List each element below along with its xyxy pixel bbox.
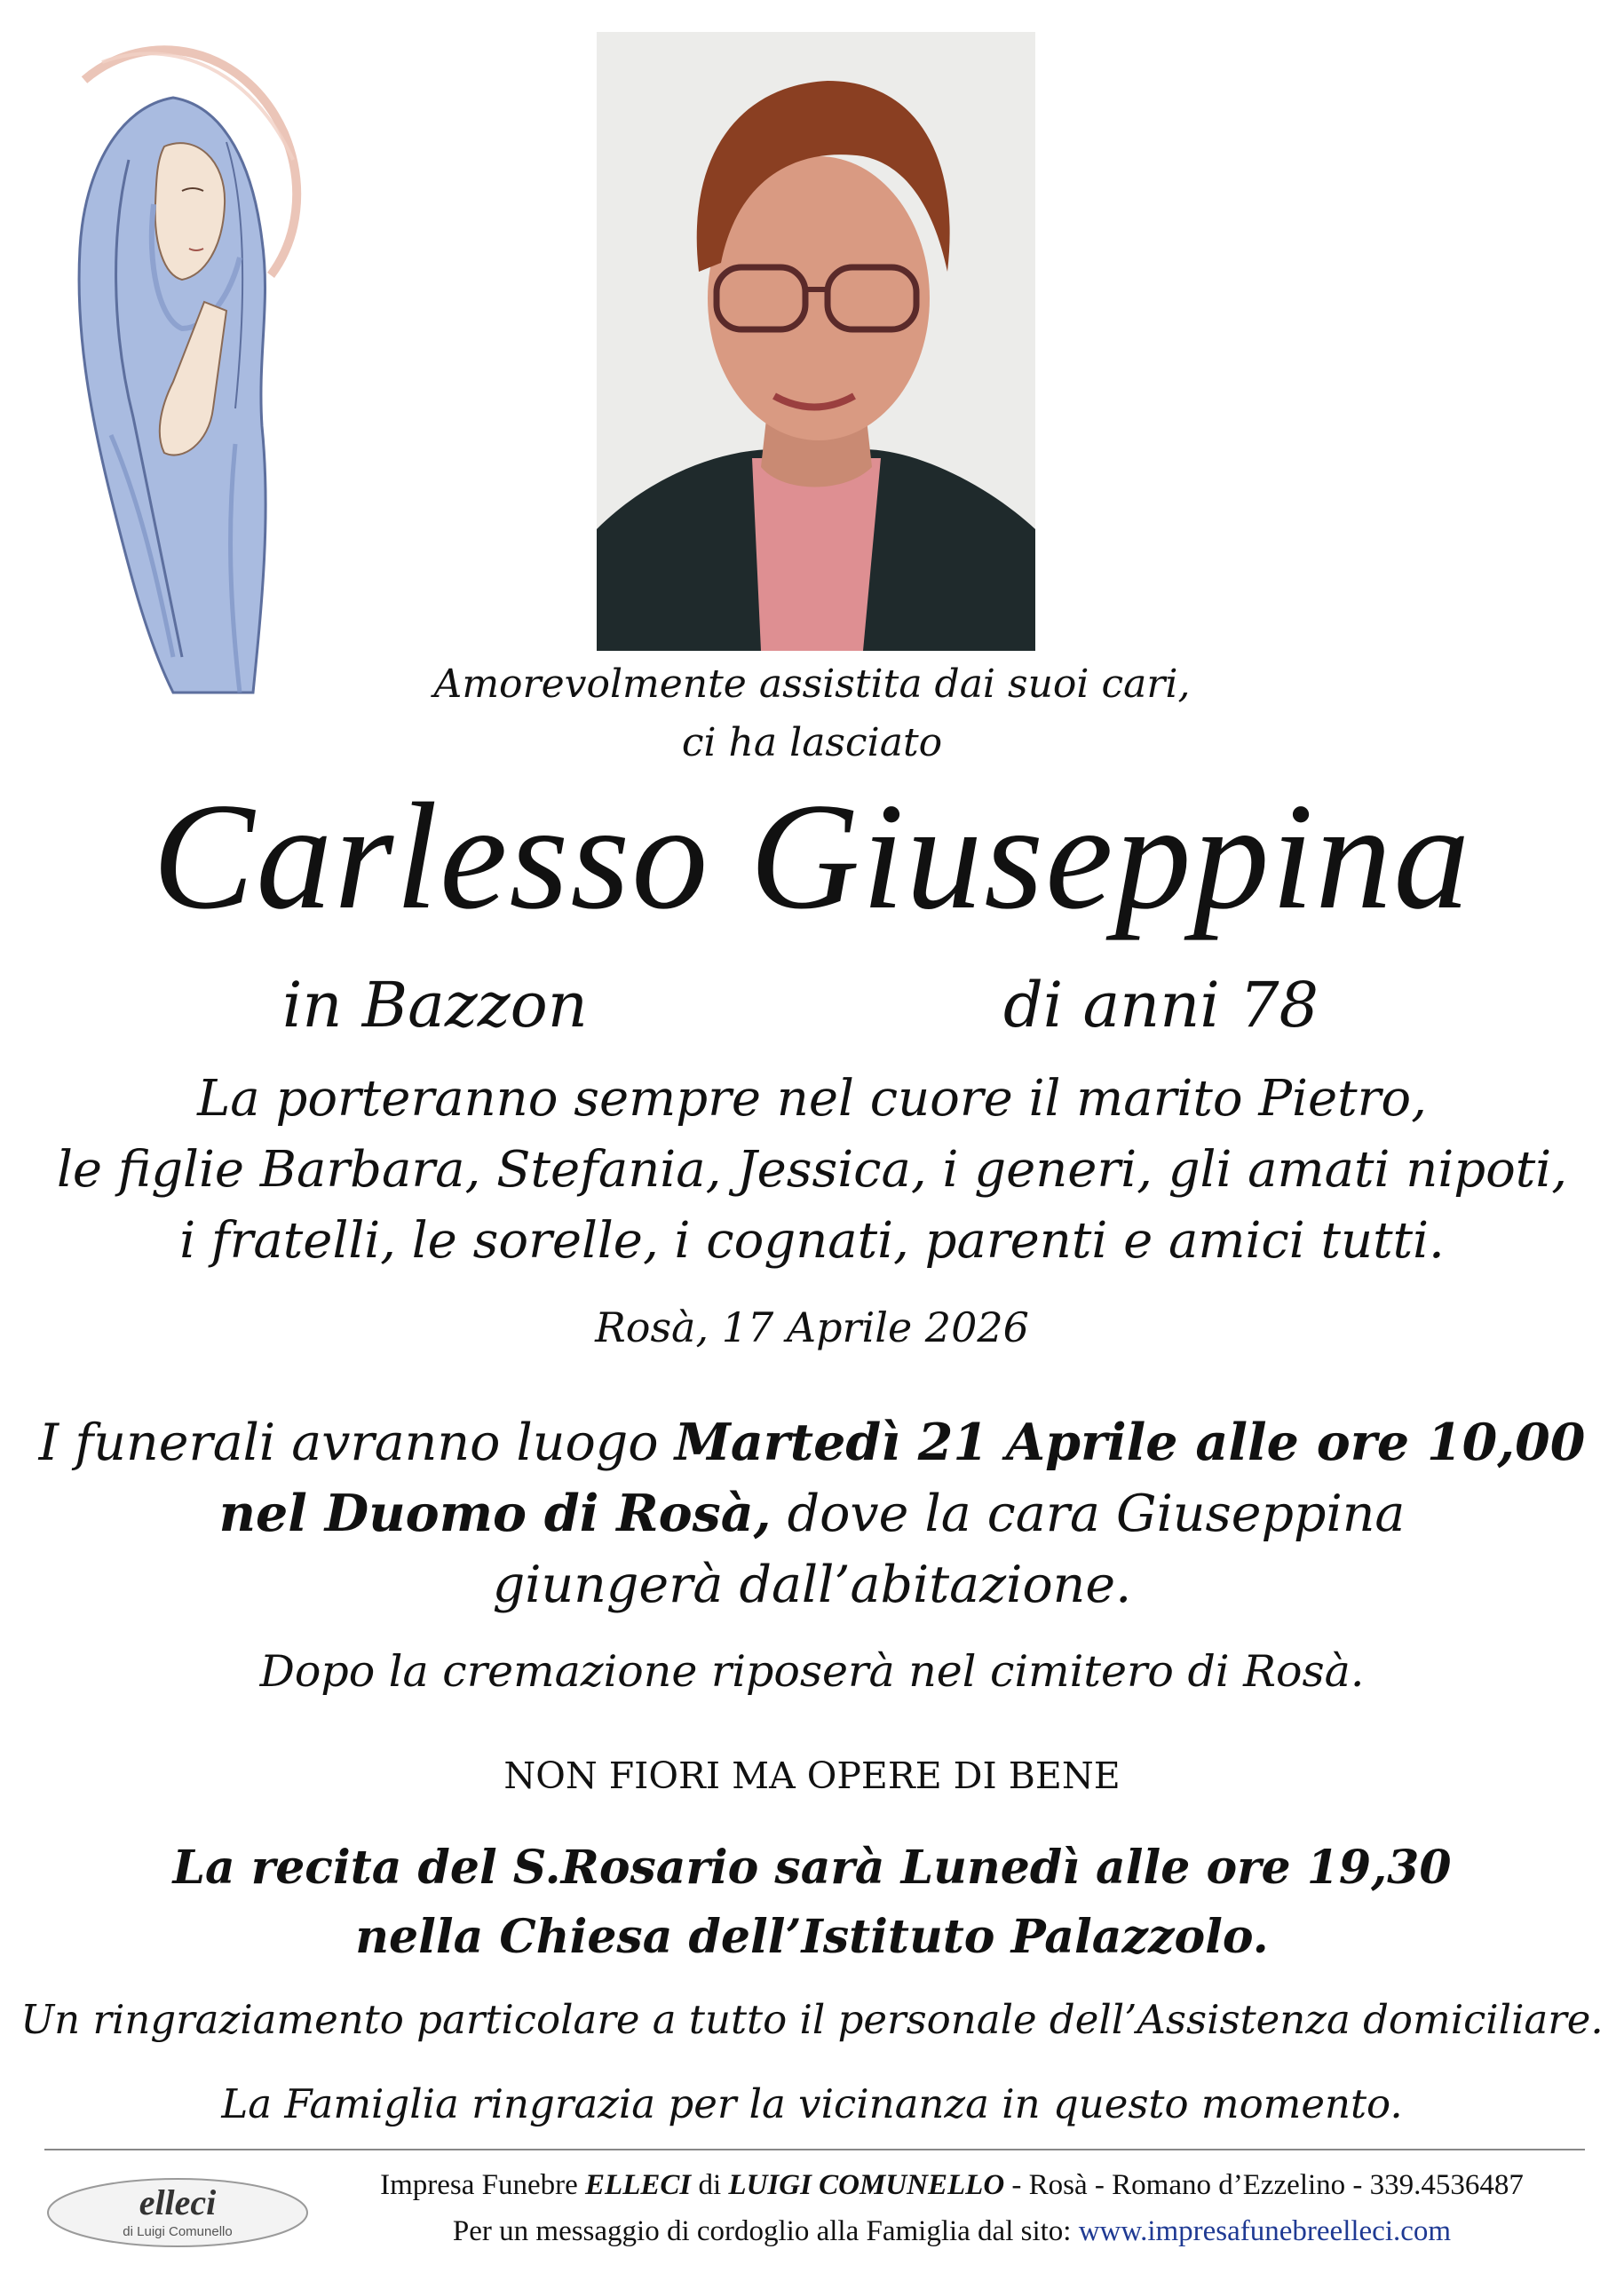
funeral-datetime: Martedì 21 Aprile alle ore 10,00 — [674, 1413, 1586, 1472]
funeral-intro: I funerali avranno luogo — [38, 1414, 675, 1472]
place-date: Rosà, 17 Aprile 2026 — [595, 1303, 1029, 1351]
rosary-line-2: nella Chiesa dell’Istituto Palazzolo. — [355, 1910, 1269, 1964]
footer-company: ELLECI — [585, 2169, 692, 2201]
mourners-line: i fratelli, le sorelle, i cognati, parenti e amici tutti. — [179, 1212, 1445, 1270]
funeral-line-2 — [0, 1478, 1624, 1549]
no-flowers-note: NON FIORI MA OPERE DI BENE — [503, 1754, 1121, 1797]
footer-company-line — [313, 2163, 1591, 2207]
rosary-line-1: La recita del S.Rosario sarà Lunedì alle ore 19,30 — [172, 1841, 1452, 1895]
footer-message-prefix: Per un messaggio di cordoglio alla Famiglia dal sito: — [452, 2215, 1079, 2247]
cremation-note: Dopo la cremazione riposerà nel cimitero di Rosà. — [259, 1646, 1365, 1697]
deceased-name: Carlesso Giuseppina — [152, 772, 1472, 941]
footer-owner: LUIGI COMUNELLO — [728, 2169, 1005, 2201]
portrait-illustration — [597, 32, 1035, 651]
funeral-location: nel Duomo di Rosà, — [218, 1484, 772, 1543]
mourners-text — [0, 1064, 1624, 1277]
madonna-illustration — [49, 36, 315, 710]
portrait-photo — [597, 32, 1035, 651]
footer-di: di — [691, 2169, 729, 2201]
footer-website-line — [313, 2209, 1591, 2253]
thanks-line-1: Un ringraziamento particolare a tutto il personale dell’Assistenza domiciliare. — [20, 1996, 1604, 2043]
logo-subtitle: di Luigi Comunello — [123, 2224, 233, 2239]
age-text: di anni 78 — [1003, 969, 1319, 1041]
footer-divider — [44, 2149, 1585, 2150]
funeral-line-1 — [0, 1407, 1624, 1478]
funeral-info — [0, 1407, 1624, 1620]
rosary-info — [0, 1833, 1624, 1972]
elleci-logo — [44, 2175, 311, 2251]
assisted-line-2: ci ha lasciato — [681, 720, 943, 765]
funeral-line-2-rest: dove la cara Giuseppina — [771, 1485, 1406, 1543]
footer-contacts: - Rosà - Romano d’Ezzelino - 339.4536487 — [1004, 2169, 1524, 2201]
married-name: in Bazzon — [282, 969, 588, 1041]
logo-brand: elleci — [139, 2182, 217, 2222]
mourners-line: le figlie Barbara, Stefania, Jessica, i generi, gli amati nipoti, — [56, 1141, 1568, 1199]
footer-prefix: Impresa Funebre — [380, 2169, 586, 2201]
assisted-text — [0, 655, 1624, 772]
mourners-line: La porteranno sempre nel cuore il marito Pietro, — [197, 1070, 1427, 1128]
website-link[interactable]: www.impresafunebreelleci.com — [1078, 2215, 1452, 2247]
funeral-line-3: giungerà dall’abitazione. — [492, 1556, 1132, 1614]
assisted-line-1: Amorevolmente assistita dai suoi cari, — [433, 661, 1191, 707]
thanks-line-2: La Famiglia ringrazia per la vicinanza in questo momento. — [221, 2080, 1403, 2127]
